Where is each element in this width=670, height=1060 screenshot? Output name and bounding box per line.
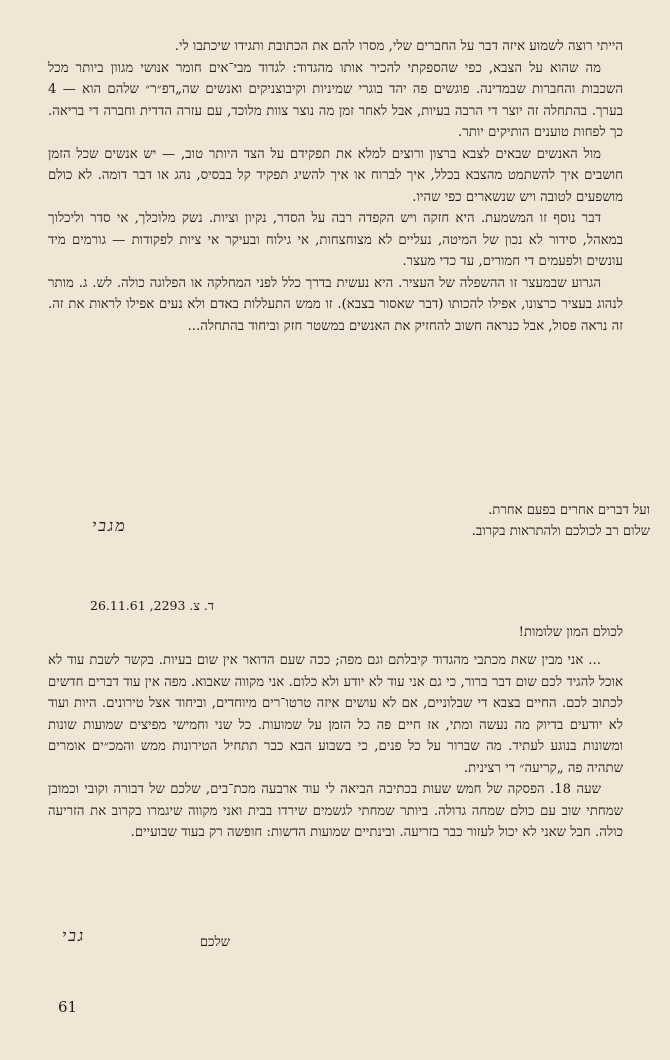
letter-1-closing-line-1: ועל דברים אחרים בפעם אחרת. xyxy=(488,503,650,518)
letter-2-signature: גבי xyxy=(62,926,86,945)
letter-1-closing xyxy=(90,500,650,542)
letter-1-closing-line-2: שלום רב לכולכם ולהתראות בקרוב. xyxy=(471,524,650,539)
letter-2-paragraph-2: שעה 18. הפסקה של חמש שעות בכתיבה הביאה לי עוד ארבעה מכת־בים, שלכם של דבורה וקובי וכמובן שמחתי שוב עם כולם שמחה גדולה. ביותר שמחתי לגשמים שירדו בבית ואני מקווה שיגמרו בקרוב את הזריעה כולה. חבל שאני לא יכול לעזור כבר בזריעה. ובינתיים שמועות הדשות: חופשה רק בעוד שבועיים. xyxy=(48,782,623,840)
letter-2-closing-word: שלכם xyxy=(199,935,230,950)
letter-2-closing xyxy=(70,932,630,953)
letter-2-body xyxy=(48,650,623,844)
letter-1-paragraph-2: מה שהוא על הצבא, כפי שהספקתי להכיר אותו מהגדוד: לגדוד מבי־אים חומר אנושי מגוון ביותר מכל השכבות והחברות שבמדינה. פוגשים פה יהד בוגרי שמיניות וקיבוצניקים ואנשים שה„דפ״ר״ שלהם הוא — 4 בערך. בהתחלה זה יוצר די הרבה בעיות, אבל לאחר זמן מה נוצר צוות מלוכד, עם עזרה הדדית וחברה די בריאה. כך לפחות טוענים הותיקים יותר. xyxy=(48,60,623,140)
letter-1-paragraph-5: הגרוע שבמעצר זו ההשפלה של העציר. היא נעשית בדרך כלל לפני המחלקה או הפלוגה כולה. לש. ג. מותר לנהוג בעציר כרצונו, אפילו להכותו (דבר שאסור בצבא). זו ממש התעללות באדם ולא נעים אפילו לראות את זה. זה נראה פסול, אבל כנראה חשוב להחזיק את האנשים במשטר חזק וביחוד בהתחלה... xyxy=(48,275,623,334)
letter-2-greeting: לכולם המון שלומות! xyxy=(518,625,623,640)
letter-1-signature: מגבי xyxy=(92,516,127,535)
letter-1-body xyxy=(48,36,623,337)
letter-1-paragraph-3: מול האנשים שבאים לצבא ברצון ורוצים למלא את תפקידם על הצד היותר טוב, — יש אנשים שכל הזמן חושבים איך להשתמט מהצבא בכלל, איך לברוח או איך להשיג תפקיד קל בבסיס, נהג או דבר דומה. לא כולם מושפעים לטובה ויש שנשארים כפי שהיו. xyxy=(48,146,623,205)
page-number: 61 xyxy=(58,998,78,1016)
letter-1-paragraph-1: הייתי רוצה לשמוע איזה דבר על החברים שלי, מסרו להם את הכתובת ותגידו שיכתבו לי. xyxy=(174,39,623,54)
letter-1-paragraph-4: דבר נוסף זו המשמעת. היא חזקה ויש הקפדה רבה על הסדר, נקיון וציות. נשק מלוכלך, אי סדר וליכלוך במאהל, סידור לא נכון של המיטה, נעליים לא מצוחצחות, אי גילוח ובעיקר אי ציות לפקודות — גורמים מיד עונשים ולפעמים די חמורים, עד כדי מעצר. xyxy=(48,211,623,269)
letter-2-dateline: ד. צ. 2293, 26.11.61 xyxy=(90,598,214,613)
letter-2-paragraph-1: ... אני מבין שאת מכתבי מהגדוד קיבלתם וגם מפה; ככה שעם הדואר אין שום בעיות. בקשר לשבת עוד לא אוכל להגיד לכם שום דבר ברור, כי גם אני עוד לא יודע ולא כלום. אני מקווה שאבוא. מפה אין עוד דברים חדשים לכתוב לכם. החיים בצבא די שבלוניים, אם לא עושים איזה טרטו־רים מיוחדים, וביחוד אצל טירונים. היות ועוד לא יודעים בדיוק מה נעשה ומתי, אז חיים פה כל הזמן על שמועות. כל שני וחמישי מפיצים שמועות שונות ומשונות בנוגע לעתיד. מה שברור על כל פנים, כי בשבוע הבא כבר תתחיל הטירונות ממש והמכ״ים אומרים שתהיה פה „קריעה״ די רצינית. xyxy=(48,653,623,776)
